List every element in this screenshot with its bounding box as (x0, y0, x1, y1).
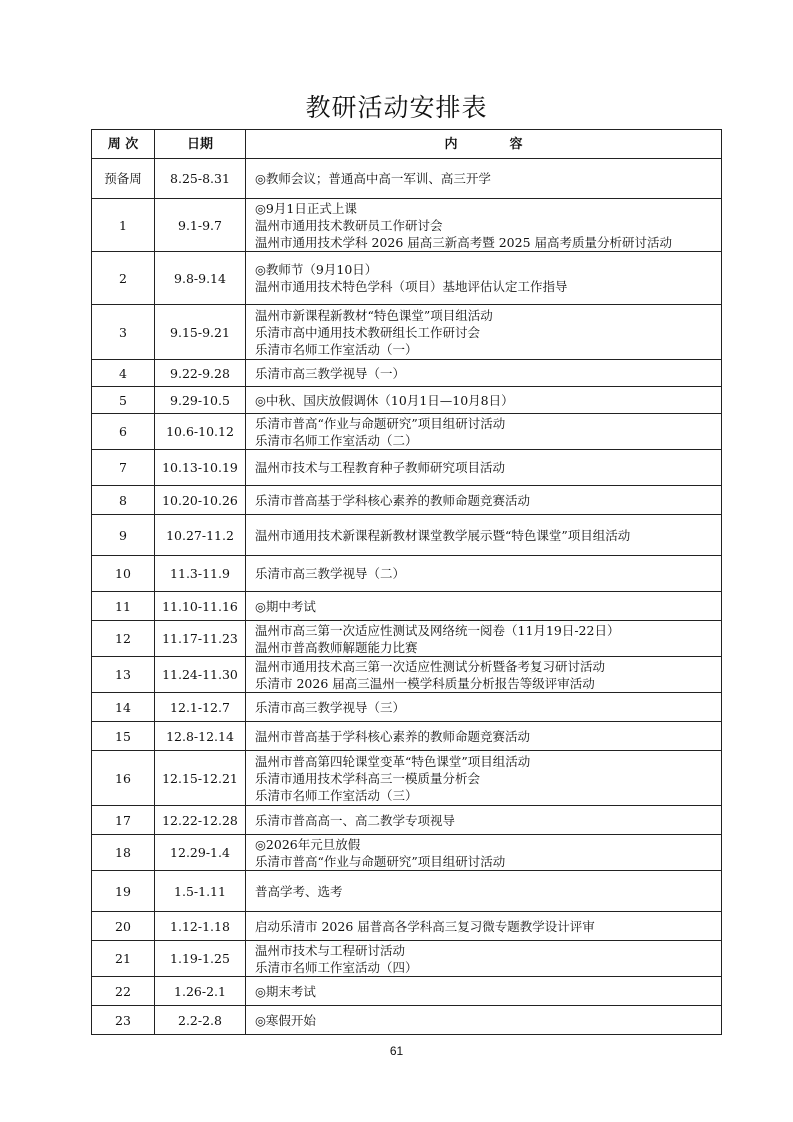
date-cell: 8.25-8.31 (155, 159, 246, 199)
date-cell: 1.26-2.1 (155, 977, 246, 1006)
content-line: ◎寒假开始 (255, 1012, 316, 1028)
content-cell (246, 515, 722, 556)
content-cell (246, 1006, 722, 1035)
table-row (92, 486, 722, 515)
content-cell (246, 592, 722, 621)
content-line: 乐清市普高高一、高二教学专项视导 (255, 812, 456, 828)
table-row (92, 912, 722, 941)
date-cell: 10.27-11.2 (155, 515, 246, 556)
table-row (92, 387, 722, 414)
content-line: 乐清市普高“作业与命题研究”项目组研讨活动 (255, 415, 506, 431)
week-cell: 3 (92, 305, 155, 360)
date-cell: 9.8-9.14 (155, 252, 246, 305)
date-cell: 12.1-12.7 (155, 693, 246, 722)
content-line: 普高学考、选考 (255, 883, 343, 899)
date-cell: 2.2-2.8 (155, 1006, 246, 1035)
content-cell (246, 387, 722, 414)
content-line: ◎9月1日正式上课 (255, 200, 357, 216)
date-cell: 12.29-1.4 (155, 835, 246, 871)
week-cell: 16 (92, 751, 155, 806)
week-cell: 2 (92, 252, 155, 305)
table-row (92, 871, 722, 912)
content-cell (246, 360, 722, 387)
week-cell: 17 (92, 806, 155, 835)
content-cell (246, 871, 722, 912)
content-line: 乐清市高三教学视导（一） (255, 365, 406, 381)
table-row (92, 360, 722, 387)
week-cell: 14 (92, 693, 155, 722)
schedule-table (91, 129, 722, 1035)
table-row (92, 305, 722, 360)
content-line: 温州市技术与工程教育种子教师研究项目活动 (255, 460, 506, 475)
table-row (92, 1006, 722, 1035)
content-line: 温州市普高教师解题能力比赛 (255, 639, 418, 655)
content-line: ◎期中考试 (255, 598, 316, 614)
date-cell: 9.22-9.28 (155, 360, 246, 387)
table-row (92, 693, 722, 722)
content-line: 温州市高三第一次适应性测试及网络统一阅卷（11月19日-22日） (255, 622, 620, 638)
content-line: 乐清市高中通用技术教研组长工作研讨会 (255, 324, 481, 340)
content-line: 温州市通用技术教研员工作研讨会 (255, 217, 443, 233)
week-cell: 12 (92, 621, 155, 657)
content-cell (246, 305, 722, 360)
page-title: 教研活动安排表 (305, 93, 488, 122)
header-date: 日期 (155, 130, 246, 159)
week-cell: 13 (92, 657, 155, 693)
content-line: ◎教师会议；普通高中高一军训、高三开学 (255, 171, 491, 186)
content-line: 温州市普高基于学科核心素养的教师命题竞赛活动 (255, 728, 531, 744)
table-row (92, 592, 722, 621)
content-cell (246, 806, 722, 835)
table-row (92, 751, 722, 806)
date-cell: 11.3-11.9 (155, 556, 246, 592)
content-cell (246, 835, 722, 871)
content-line: 乐清市高三教学视导（三） (255, 699, 406, 715)
week-cell: 15 (92, 722, 155, 751)
date-cell: 11.24-11.30 (155, 657, 246, 693)
content-line: 温州市通用技术学科 2026 届高三新高考暨 2025 届高考质量分析研讨活动 (255, 234, 673, 250)
week-cell: 20 (92, 912, 155, 941)
date-cell: 10.13-10.19 (155, 450, 246, 486)
date-cell: 9.1-9.7 (155, 199, 246, 252)
content-cell (246, 657, 722, 693)
content-cell (246, 977, 722, 1006)
content-line: ◎期末考试 (255, 983, 316, 999)
date-cell: 10.20-10.26 (155, 486, 246, 515)
content-line: 乐清市名师工作室活动（一） (255, 341, 418, 357)
content-line: ◎教师节（9月10日） (255, 262, 378, 277)
content-cell (246, 621, 722, 657)
table-row (92, 515, 722, 556)
table-row (92, 556, 722, 592)
date-cell: 12.8-12.14 (155, 722, 246, 751)
table-row (92, 835, 722, 871)
week-cell: 23 (92, 1006, 155, 1035)
content-cell (246, 912, 722, 941)
content-line: 乐清市名师工作室活动（三） (255, 787, 418, 803)
date-cell: 1.5-1.11 (155, 871, 246, 912)
week-cell: 22 (92, 977, 155, 1006)
table-row (92, 414, 722, 450)
week-cell: 11 (92, 592, 155, 621)
week-cell: 7 (92, 450, 155, 486)
content-cell (246, 751, 722, 806)
header-week: 周 次 (92, 130, 155, 159)
table-row (92, 252, 722, 305)
date-cell: 11.10-11.16 (155, 592, 246, 621)
table-row (92, 657, 722, 693)
week-cell: 21 (92, 941, 155, 977)
table-row (92, 159, 722, 199)
content-line: 温州市技术与工程研讨活动 (255, 942, 406, 958)
table-row (92, 941, 722, 977)
content-cell (246, 159, 722, 199)
content-line: 温州市普高第四轮课堂变革“特色课堂”项目组活动 (255, 753, 531, 769)
week-cell: 9 (92, 515, 155, 556)
date-cell: 11.17-11.23 (155, 621, 246, 657)
content-cell (246, 414, 722, 450)
content-cell (246, 722, 722, 751)
content-line: 温州市通用技术新课程新教材课堂教学展示暨“特色课堂”项目组活动 (255, 527, 631, 543)
content-line: 温州市通用技术特色学科（项目）基地评估认定工作指导 (255, 279, 568, 294)
page-number: 61 (389, 1044, 404, 1058)
date-cell: 10.6-10.12 (155, 414, 246, 450)
date-cell: 12.15-12.21 (155, 751, 246, 806)
week-cell: 预备周 (92, 159, 155, 199)
table-row (92, 722, 722, 751)
content-line: ◎2026年元旦放假 (255, 836, 361, 852)
week-cell: 6 (92, 414, 155, 450)
week-cell: 5 (92, 387, 155, 414)
date-cell: 1.19-1.25 (155, 941, 246, 977)
content-line: 乐清市 2026 届高三温州一模学科质量分析报告等级评审活动 (255, 675, 595, 691)
week-cell: 18 (92, 835, 155, 871)
content-line: 乐清市通用技术学科高三一模质量分析会 (255, 770, 481, 786)
table-row (92, 199, 722, 252)
content-line: 乐清市名师工作室活动（四） (255, 959, 418, 975)
content-cell (246, 252, 722, 305)
date-cell: 9.15-9.21 (155, 305, 246, 360)
content-line: 乐清市普高“作业与命题研究”项目组研讨活动 (255, 853, 506, 869)
date-cell: 12.22-12.28 (155, 806, 246, 835)
table-row (92, 450, 722, 486)
content-line: 乐清市名师工作室活动（二） (255, 432, 418, 448)
table-row (92, 621, 722, 657)
content-cell (246, 486, 722, 515)
content-cell (246, 556, 722, 592)
table-header-row (92, 130, 722, 159)
week-cell: 8 (92, 486, 155, 515)
content-line: 温州市通用技术高三第一次适应性测试分析暨备考复习研讨活动 (255, 658, 606, 674)
date-cell: 1.12-1.18 (155, 912, 246, 941)
table-row (92, 806, 722, 835)
week-cell: 4 (92, 360, 155, 387)
week-cell: 19 (92, 871, 155, 912)
content-line: ◎中秋、国庆放假调休（10月1日—10月8日） (255, 392, 514, 408)
content-cell (246, 450, 722, 486)
header-content: 内 容 (246, 130, 722, 159)
content-cell (246, 941, 722, 977)
week-cell: 10 (92, 556, 155, 592)
date-cell: 9.29-10.5 (155, 387, 246, 414)
content-line: 乐清市普高基于学科核心素养的教师命题竞赛活动 (255, 492, 531, 508)
content-line: 启动乐清市 2026 届普高各学科高三复习微专题教学设计评审 (255, 918, 595, 934)
content-cell (246, 199, 722, 252)
week-cell: 1 (92, 199, 155, 252)
content-cell (246, 693, 722, 722)
content-line: 乐清市高三教学视导（二） (255, 566, 406, 581)
content-line: 温州市新课程新教材“特色课堂”项目组活动 (255, 307, 493, 323)
table-row (92, 977, 722, 1006)
